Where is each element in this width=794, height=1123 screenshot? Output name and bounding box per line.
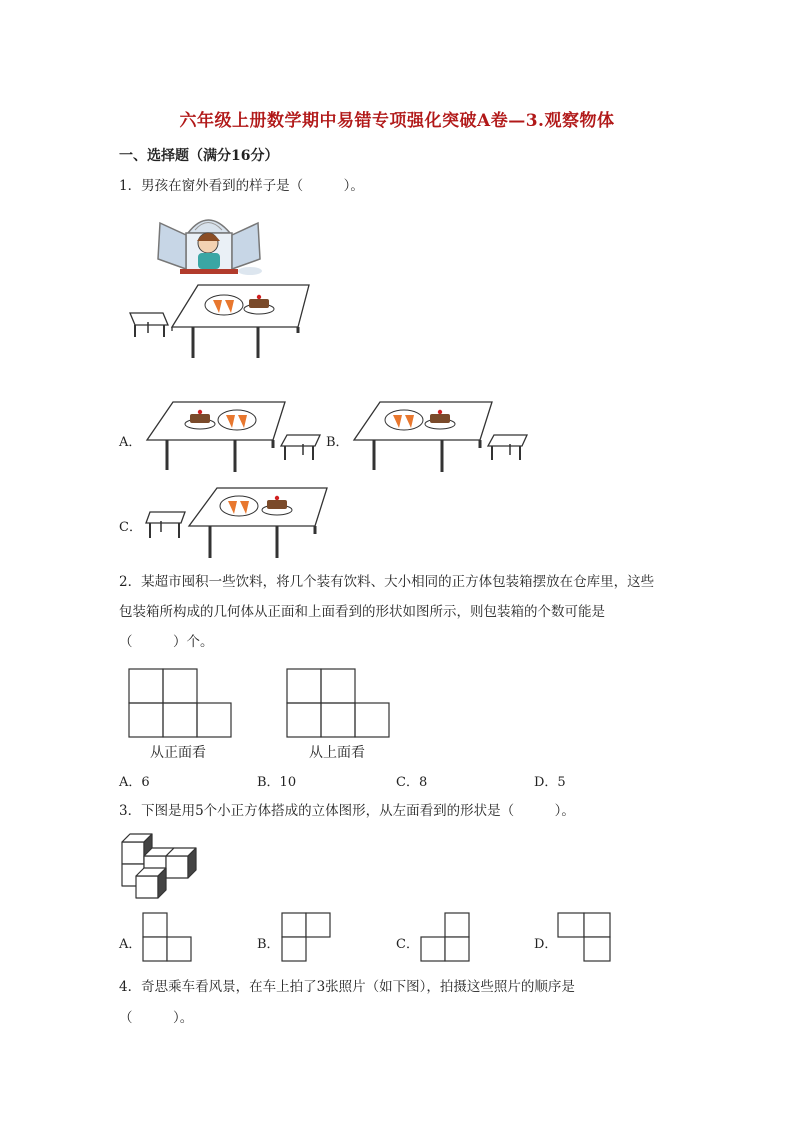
q2-top-view-grid [286,668,392,740]
question-3-text: 3．下图是用5个小正方体搭成的立体图形，从左面看到的形状是（ ）。 [119,803,575,819]
q2-option-b[interactable]: B．10 [257,775,297,790]
question-2-line-1: 2．某超市囤积一些饮料，将几个装有饮料、大小相同的正方体包装箱摆放在仓库里，这些 [119,574,655,590]
q3-option-b[interactable]: B． [257,937,280,952]
q3-option-d[interactable]: D． [534,937,558,952]
q3-option-c-shape[interactable] [420,912,472,964]
question-2-line-2: 包装箱所构成的几何体从正面和上面看到的形状如图所示，则包装箱的个数可能是 [119,604,605,620]
q3-cube-structure [118,832,208,902]
q2-option-c[interactable]: C．8 [396,775,428,790]
question-2-line-3: （ ）个。 [119,634,214,650]
q1-option-a[interactable]: A． [119,435,142,450]
q1-option-b-scene[interactable] [352,400,532,475]
q2-option-a[interactable]: A．6 [119,775,150,790]
q1-option-a-scene[interactable] [145,400,325,475]
question-4-line-2: （ ）。 [119,1010,194,1026]
q1-option-b[interactable]: B． [326,435,349,450]
q2-front-view-label: 从正面看 [150,745,206,761]
q1-option-c[interactable]: C． [119,520,142,535]
table-scene-original [128,283,313,363]
q1-option-c-scene[interactable] [145,486,330,561]
q3-option-c[interactable]: C． [396,937,419,952]
q3-option-a-shape[interactable] [142,912,194,964]
page-title: 六年级上册数学期中易错专项强化突破A卷—3.观察物体 [179,111,615,131]
q3-option-b-shape[interactable] [281,912,333,964]
q3-option-a[interactable]: A． [119,937,142,952]
q2-option-d[interactable]: D．5 [534,775,566,790]
q3-option-d-shape[interactable] [557,912,611,964]
question-4-line-1: 4．奇思乘车看风景，在车上拍了3张照片（如下图），拍摄这些照片的顺序是 [119,979,575,995]
q2-front-view-grid [128,668,234,740]
section-heading: 一、选择题（满分16分） [119,148,279,164]
q2-top-view-label: 从上面看 [309,745,365,761]
boy-window-illustration [150,205,265,280]
question-1-text: 1．男孩在窗外看到的样子是（ ）。 [119,178,364,194]
